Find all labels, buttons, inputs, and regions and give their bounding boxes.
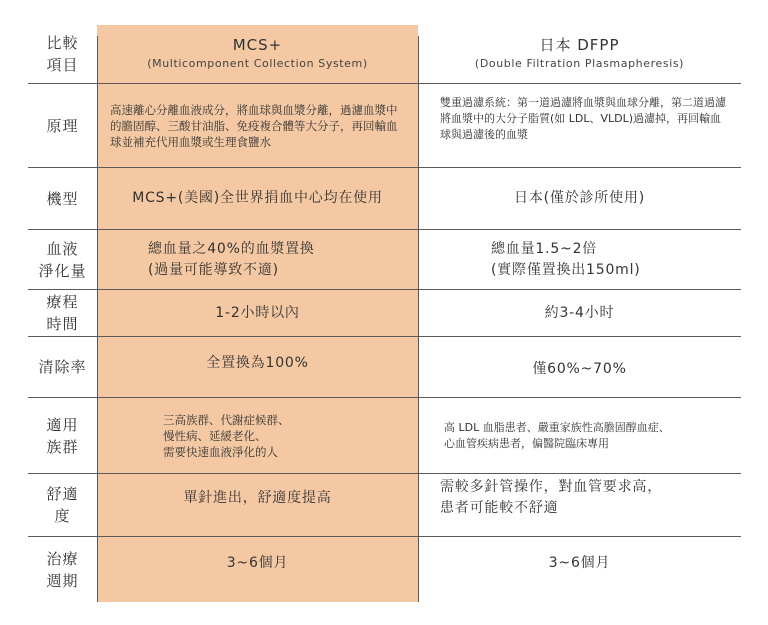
dfpp-comfort-line: 需較多針管操作，對血管要求高， bbox=[440, 479, 662, 495]
row-label-principle bbox=[28, 84, 97, 167]
mcs-purification-line: 總血量之40%的血漿置換 bbox=[148, 240, 315, 257]
dfpp-title: 日本 DFPP bbox=[539, 36, 620, 54]
dfpp-principle bbox=[440, 84, 732, 154]
row-label-cycle bbox=[28, 537, 97, 602]
dfpp-purification bbox=[491, 230, 741, 289]
row-label-clearance bbox=[28, 337, 97, 397]
mcs-duration bbox=[97, 290, 418, 336]
mcs-comfort-text: 單針進出，舒適度提高 bbox=[183, 489, 332, 506]
mcs-clearance bbox=[97, 337, 418, 389]
mcs-principle-text: 高速離心分離血液成分，將血球與血漿分離，過濾血漿中的膽固醇、三酸甘油脂、免疫複合體等大分子，再回輸血球並補充代用血漿或生理食鹽水 bbox=[110, 102, 398, 149]
mcs-target-line: 三高族群、代謝症候群、 bbox=[163, 412, 290, 427]
mcs-model bbox=[97, 168, 418, 229]
dfpp-subtitle: (Double Filtration Plasmapheresis) bbox=[474, 57, 685, 70]
dfpp-cycle-text: 3~6個月 bbox=[548, 554, 611, 571]
dfpp-model bbox=[418, 168, 741, 229]
dfpp-purification-line: 總血量1.5~2倍 bbox=[491, 240, 598, 257]
row-label-line: 度 bbox=[54, 507, 71, 525]
row-label-line: 週期 bbox=[46, 571, 79, 590]
mcs-principle bbox=[110, 84, 406, 167]
dfpp-target-line: 高 LDL 血脂患者、嚴重家族性高膽固醇血症、 bbox=[444, 420, 670, 434]
row-label-line: 治療 bbox=[46, 549, 79, 568]
header-label-line: 比較 bbox=[46, 34, 79, 52]
mcs-duration-text: 1-2小時以內 bbox=[215, 304, 300, 321]
row-label-line: 淨化量 bbox=[38, 261, 87, 280]
row-label-line: 療程 bbox=[46, 293, 79, 311]
mcs-comfort bbox=[97, 474, 418, 522]
mcs-cycle bbox=[97, 537, 418, 589]
mcs-model-text: MCS+(美國)全世界捐血中心均在使用 bbox=[132, 190, 383, 206]
dfpp-target-group bbox=[444, 398, 741, 473]
mcs-cycle-text: 3~6個月 bbox=[226, 554, 289, 571]
row-label-model bbox=[28, 168, 97, 229]
row-label-line: 時間 bbox=[46, 315, 79, 333]
dfpp-cycle bbox=[418, 537, 741, 589]
mcs-target-line: 需要快速血液淨化的人 bbox=[163, 444, 278, 459]
row-label-line: 血液 bbox=[46, 239, 79, 258]
row-label-line: 機型 bbox=[46, 189, 79, 208]
mcs-target-line: 慢性病、延緩老化、 bbox=[163, 428, 267, 443]
row-label-line: 舒適 bbox=[46, 485, 79, 503]
row-label-line: 族群 bbox=[46, 437, 79, 456]
row-label-target-group bbox=[28, 398, 97, 473]
row-label-purification bbox=[28, 230, 97, 289]
dfpp-duration-text: 約3-4小时 bbox=[544, 304, 615, 321]
row-label-line: 適用 bbox=[46, 415, 79, 434]
mcs-title: MCS+ bbox=[232, 36, 283, 54]
dfpp-model-text: 日本(僅於診所使用) bbox=[514, 190, 645, 206]
mcs-subtitle: (Multicomponent Collection System) bbox=[147, 57, 368, 70]
mcs-purification bbox=[148, 230, 418, 289]
header-label bbox=[28, 25, 97, 83]
dfpp-principle-text: 雙重過濾系統：第一道過濾將血漿與血球分離，第二道過濾將血漿中的大分子脂質(如 LDL、VLDL)過濾掉，再回輸血球與過濾後的血漿 bbox=[440, 96, 726, 141]
row-label-comfort bbox=[28, 474, 97, 536]
dfpp-comfort bbox=[440, 474, 741, 522]
mcs-clearance-text: 全置換為100% bbox=[206, 354, 309, 371]
dfpp-comfort-line: 患者可能較不舒適 bbox=[440, 500, 559, 516]
mcs-target-group bbox=[163, 398, 413, 473]
row-label-line: 原理 bbox=[46, 116, 79, 135]
mcs-header bbox=[97, 25, 418, 83]
dfpp-purification-line: (實際僅置換出150ml) bbox=[491, 261, 641, 278]
mcs-purification-line: (過量可能導致不適) bbox=[148, 261, 279, 278]
dfpp-clearance-text: 僅60%~70% bbox=[532, 360, 627, 377]
row-label-duration bbox=[28, 290, 97, 336]
row-label-line: 清除率 bbox=[38, 358, 87, 376]
header-label-line: 項目 bbox=[46, 56, 79, 74]
dfpp-target-line: 心血管疾病患者，偏醫院臨床專用 bbox=[444, 436, 609, 450]
dfpp-clearance bbox=[418, 337, 741, 401]
dfpp-header bbox=[418, 25, 741, 83]
dfpp-duration bbox=[418, 290, 741, 336]
